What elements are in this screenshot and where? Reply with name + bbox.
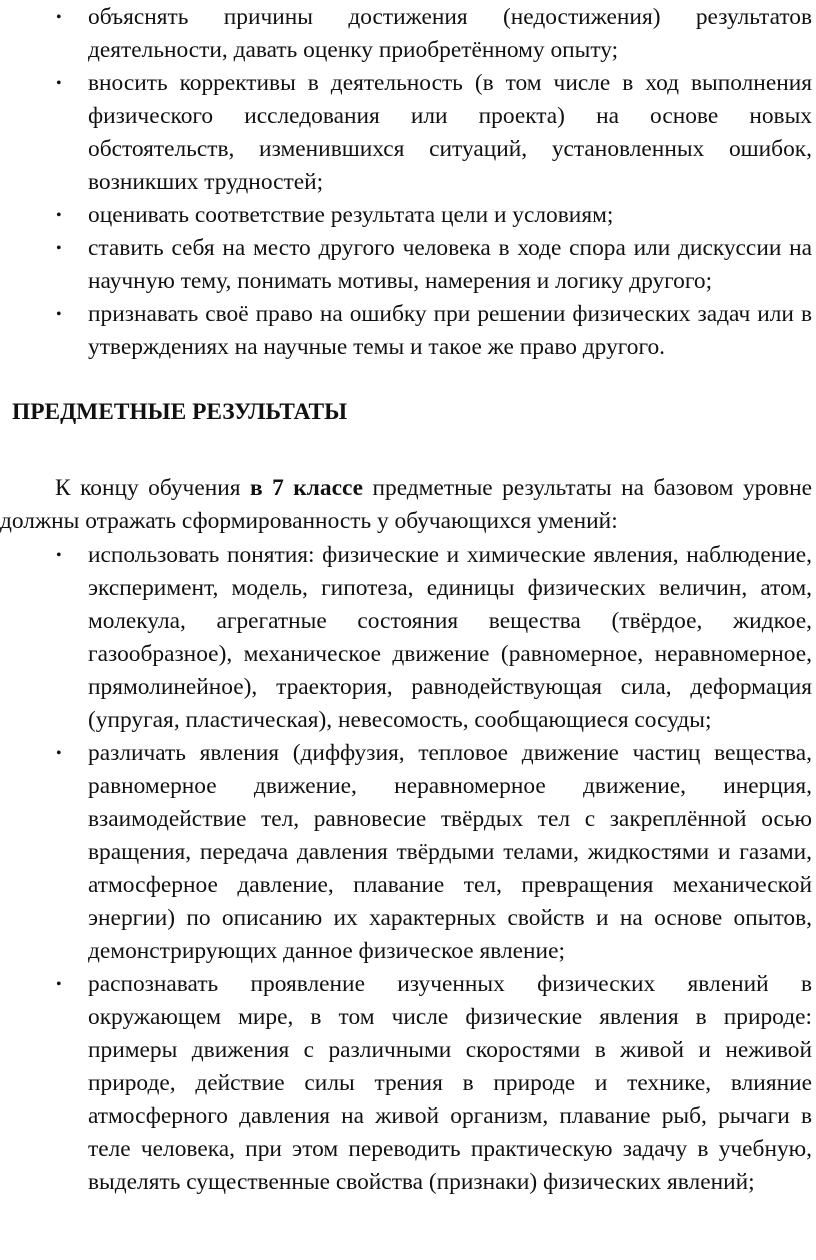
list-item-text: ставить себя на место другого человека в ходе спора или дискуссии на научную тему, понимать мотивы, намерения и логику другого; bbox=[88, 235, 812, 294]
list-item-text: признавать своё право на ошибку при решении физических задач или в утверждениях на научные темы и такое же право другого. bbox=[88, 301, 812, 360]
list-item bbox=[0, 968, 816, 1199]
list-item-text: использовать понятия: физические и химические явления, наблюдение, эксперимент, модель, гипотеза, единицы физических величин, атом, молекула, агрегатные состояния вещества (твёрдое, жидкое, газообразное), механическое движение (равномерное, неравномерное, прямолинейное), траектория, равнодействующая сила, деформация (упругая, пластическая), невесомость, сообщающиеся сосуды; bbox=[88, 542, 812, 733]
bullet-icon: • bbox=[56, 976, 62, 993]
bullet-icon: • bbox=[56, 75, 62, 92]
section-heading: ПРЕДМЕТНЫЕ РЕЗУЛЬТАТЫ bbox=[12, 399, 348, 425]
bullet-icon: • bbox=[56, 207, 62, 224]
bullet-icon: • bbox=[56, 9, 62, 26]
subject-results-list bbox=[0, 539, 816, 1199]
list-item-text: распознавать проявление изученных физических явлений в окружающем мире, в том числе физические явления в природе: примеры движения с различными скоростями в живой и неживой природе, действие силы трения в природе и технике, влияние атмосферного давления на живой организм, плавание рыб, рычаги в теле человека, при этом переводить практическую задачу в учебную, выделять существенные свойства (признаки) физических явлений; bbox=[88, 971, 812, 1195]
list-item bbox=[0, 67, 816, 199]
metasubject-results-list bbox=[0, 1, 816, 364]
list-item-text: оценивать соответствие результата цели и условиям; bbox=[88, 202, 614, 228]
list-item-text: различать явления (диффузия, тепловое движение частиц вещества, равномерное движение, неравномерное движение, инерция, взаимодействие тел, равновесие твёрдых тел с закреплённой осью вращения, передача давления твёрдыми телами, жидкостями и газами, атмосферное давление, плавание тел, превращения механической энергии) по описанию их характерных свойств и на основе опытов, демонстрирующих данное физическое явление; bbox=[88, 740, 812, 964]
list-item bbox=[0, 539, 816, 737]
list-item-text: вносить коррективы в деятельность (в том числе в ход выполнения физического исследования или проекта) на основе новых обстоятельств, изменившихся ситуаций, установленных ошибок, возникших трудностей; bbox=[88, 70, 812, 195]
list-item bbox=[0, 1, 816, 67]
intro-paragraph bbox=[0, 472, 812, 538]
intro-text-after: предметные результаты на базовом уровне должны отражать сформированность у обучающихся умений: bbox=[0, 475, 812, 534]
list-item bbox=[0, 232, 816, 298]
bullet-icon: • bbox=[56, 240, 62, 257]
intro-grade: в 7 классе bbox=[249, 475, 363, 501]
intro-text-before: К концу обучения bbox=[55, 475, 250, 501]
bullet-icon: • bbox=[56, 547, 62, 564]
list-item bbox=[0, 737, 816, 968]
bullet-icon: • bbox=[56, 745, 62, 762]
list-item-text: объяснять причины достижения (недостижения) результатов деятельности, давать оценку приобретённому опыту; bbox=[88, 4, 812, 63]
list-item bbox=[0, 298, 816, 364]
list-item bbox=[0, 199, 816, 232]
bullet-icon: • bbox=[56, 306, 62, 323]
